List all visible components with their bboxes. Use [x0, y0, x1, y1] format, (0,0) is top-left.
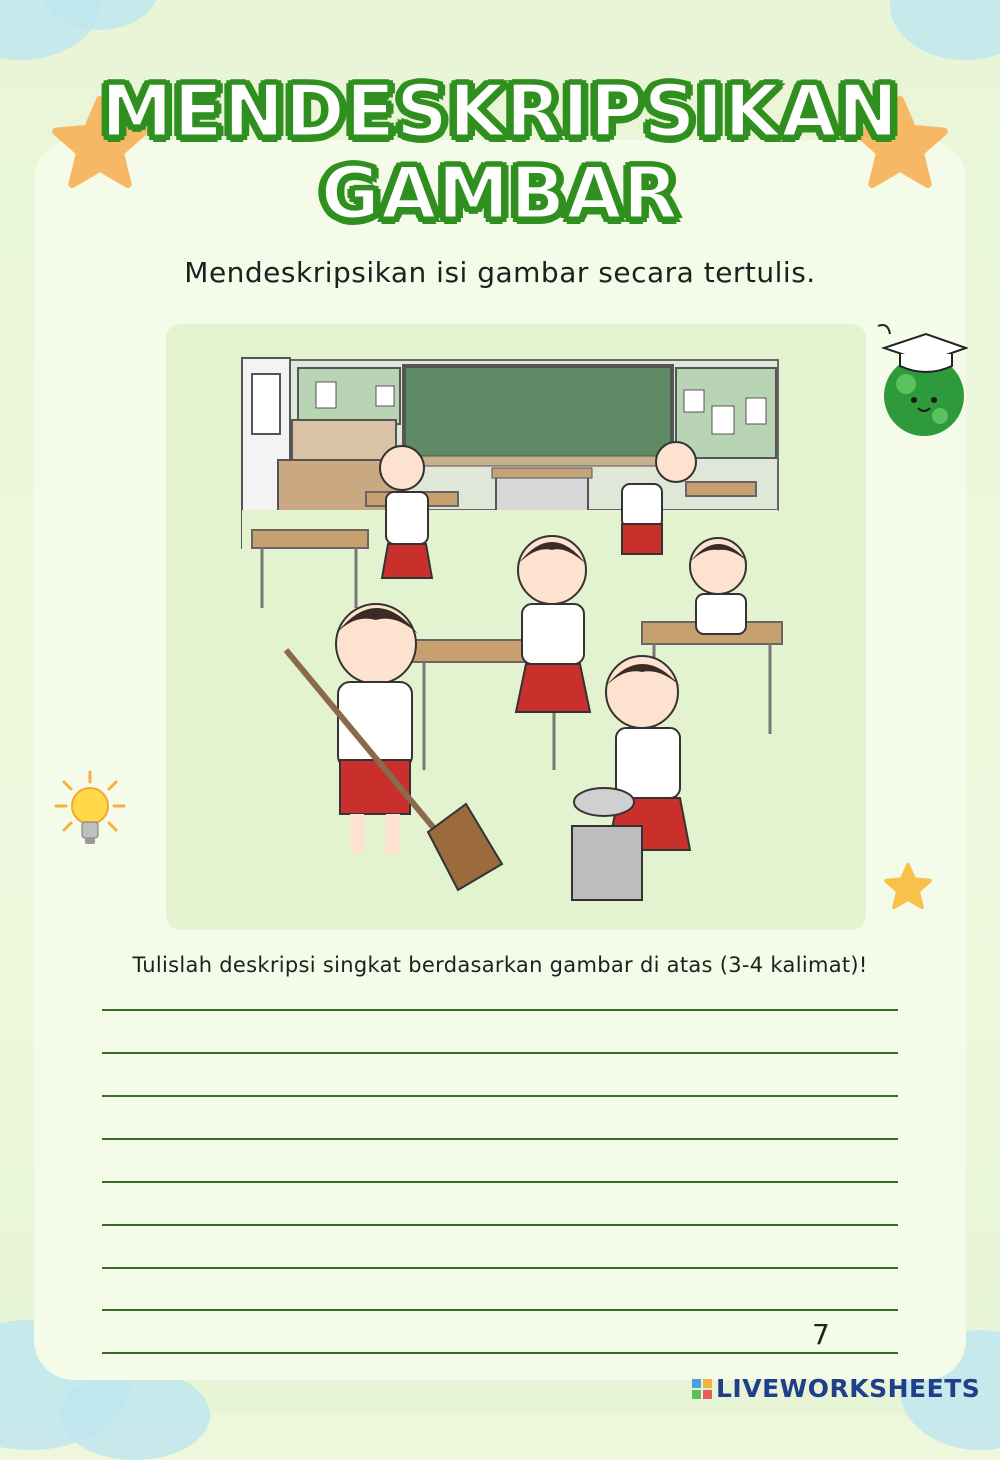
small-star-icon	[884, 862, 932, 910]
title-line-2: GAMBAR	[320, 151, 680, 235]
answer-line[interactable]	[102, 1309, 898, 1311]
answer-line[interactable]	[102, 1181, 898, 1183]
brand-text: LIVEWORKSHEETS	[716, 1374, 981, 1403]
page-title	[0, 70, 1000, 234]
classroom-drawing	[166, 324, 866, 930]
brand-logo	[692, 1374, 980, 1403]
answer-line[interactable]	[102, 1267, 898, 1269]
answer-line[interactable]	[102, 1138, 898, 1140]
student-wiping-desk	[516, 536, 590, 712]
title-line-1: MENDESKRIPSIKAN	[100, 69, 900, 153]
subtitle: Mendeskripsikan isi gambar secara tertulis.	[184, 256, 816, 289]
instruction-text: Tulislah deskripsi singkat berdasarkan gambar di atas (3-4 kalimat)!	[132, 953, 868, 977]
classroom-illustration	[166, 324, 866, 930]
answer-line[interactable]	[102, 1224, 898, 1226]
liveworksheets-logo-icon	[692, 1379, 712, 1399]
student-back-left	[380, 446, 432, 578]
globe-graduation-cap-icon	[876, 320, 968, 438]
cloud-decoration	[60, 1370, 210, 1460]
answer-line[interactable]	[102, 1009, 898, 1011]
answer-line[interactable]	[102, 1352, 898, 1354]
answer-line[interactable]	[102, 1095, 898, 1097]
answer-line[interactable]	[102, 1052, 898, 1054]
lightbulb-icon	[54, 770, 126, 854]
page-number: 7	[812, 1318, 830, 1351]
